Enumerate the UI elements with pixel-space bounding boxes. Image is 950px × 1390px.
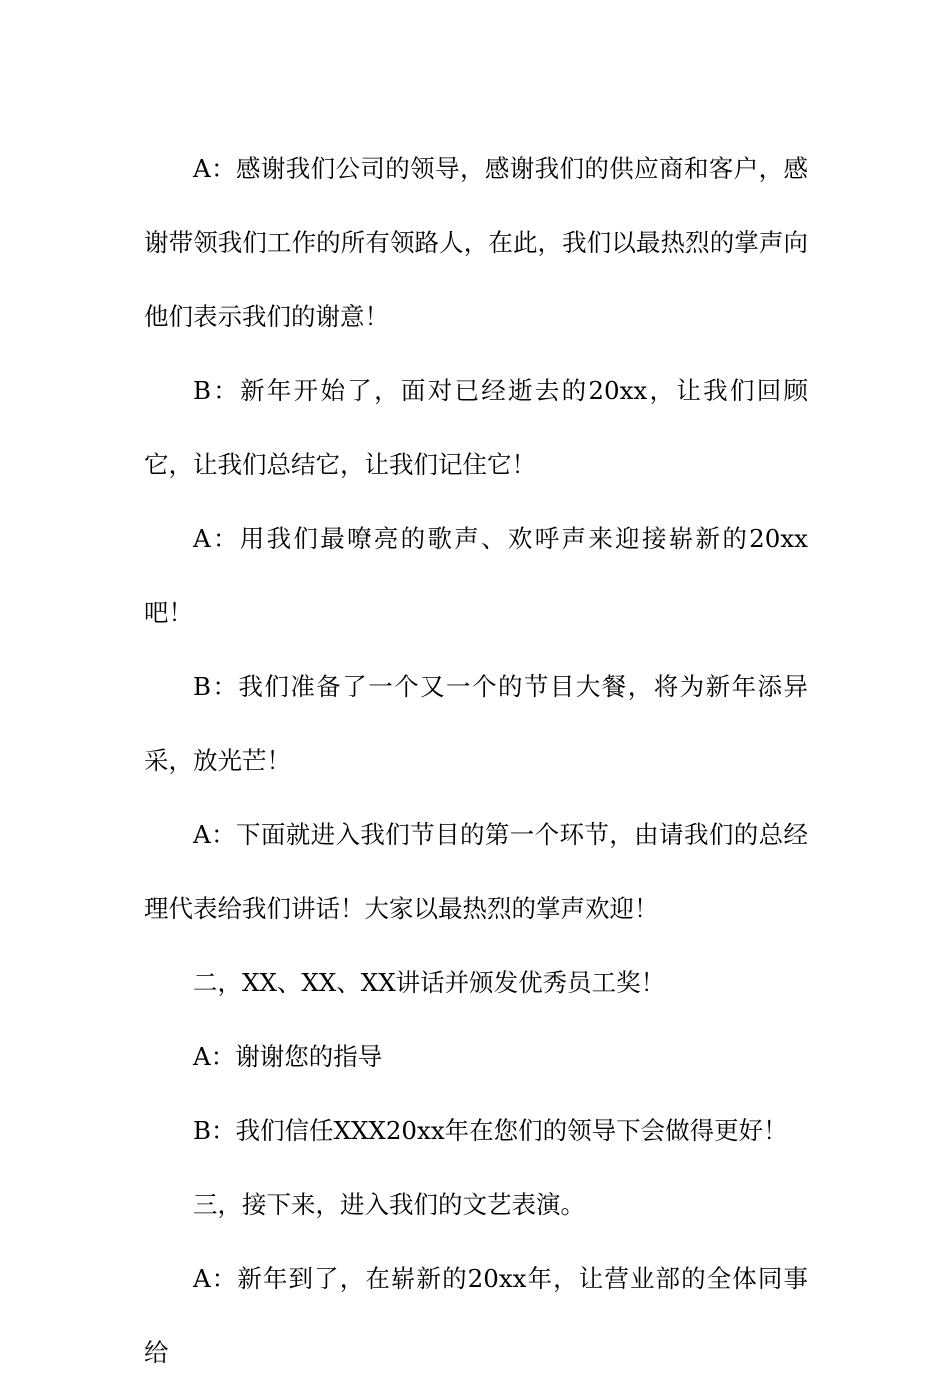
paragraph-thanks: A：感谢我们公司的领导，感谢我们的供应商和客户，感谢带领我们工作的所有领路人，在此，我们以最热烈的掌声向他们表示我们的谢意！ <box>144 154 808 331</box>
paragraph-first-segment: A：下面就进入我们节目的第一个环节，由请我们的总经理代表给我们讲话！大家以最热烈的掌声欢迎！ <box>144 820 808 923</box>
paragraph-program-feast: B：我们准备了一个又一个的节目大餐，将为新年添异采，放光芒！ <box>144 672 808 775</box>
paragraph-welcome-song: A：用我们最嘹亮的歌声、欢呼声来迎接崭新的20xx吧！ <box>144 524 808 627</box>
section-heading-awards: 二，XX、XX、XX讲话并颁发优秀员工奖！ <box>193 968 666 997</box>
paragraph-new-year-review: B：新年开始了，面对已经逝去的20xx，让我们回顾它，让我们总结它，让我们记住它！ <box>144 376 808 479</box>
paragraph-trust-leadership: B：我们信任XXX20xx年在您们的领导下会做得更好！ <box>193 1116 788 1145</box>
document-body <box>144 132 808 1390</box>
section-heading-performance: 三，接下来，进入我们的文艺表演。 <box>193 1190 585 1219</box>
paragraph-sales-department: A：新年到了，在崭新的20xx年，让营业部的全体同事给 <box>144 1264 808 1367</box>
paragraph-thanks-guidance: A：谢谢您的指导 <box>193 1042 383 1071</box>
